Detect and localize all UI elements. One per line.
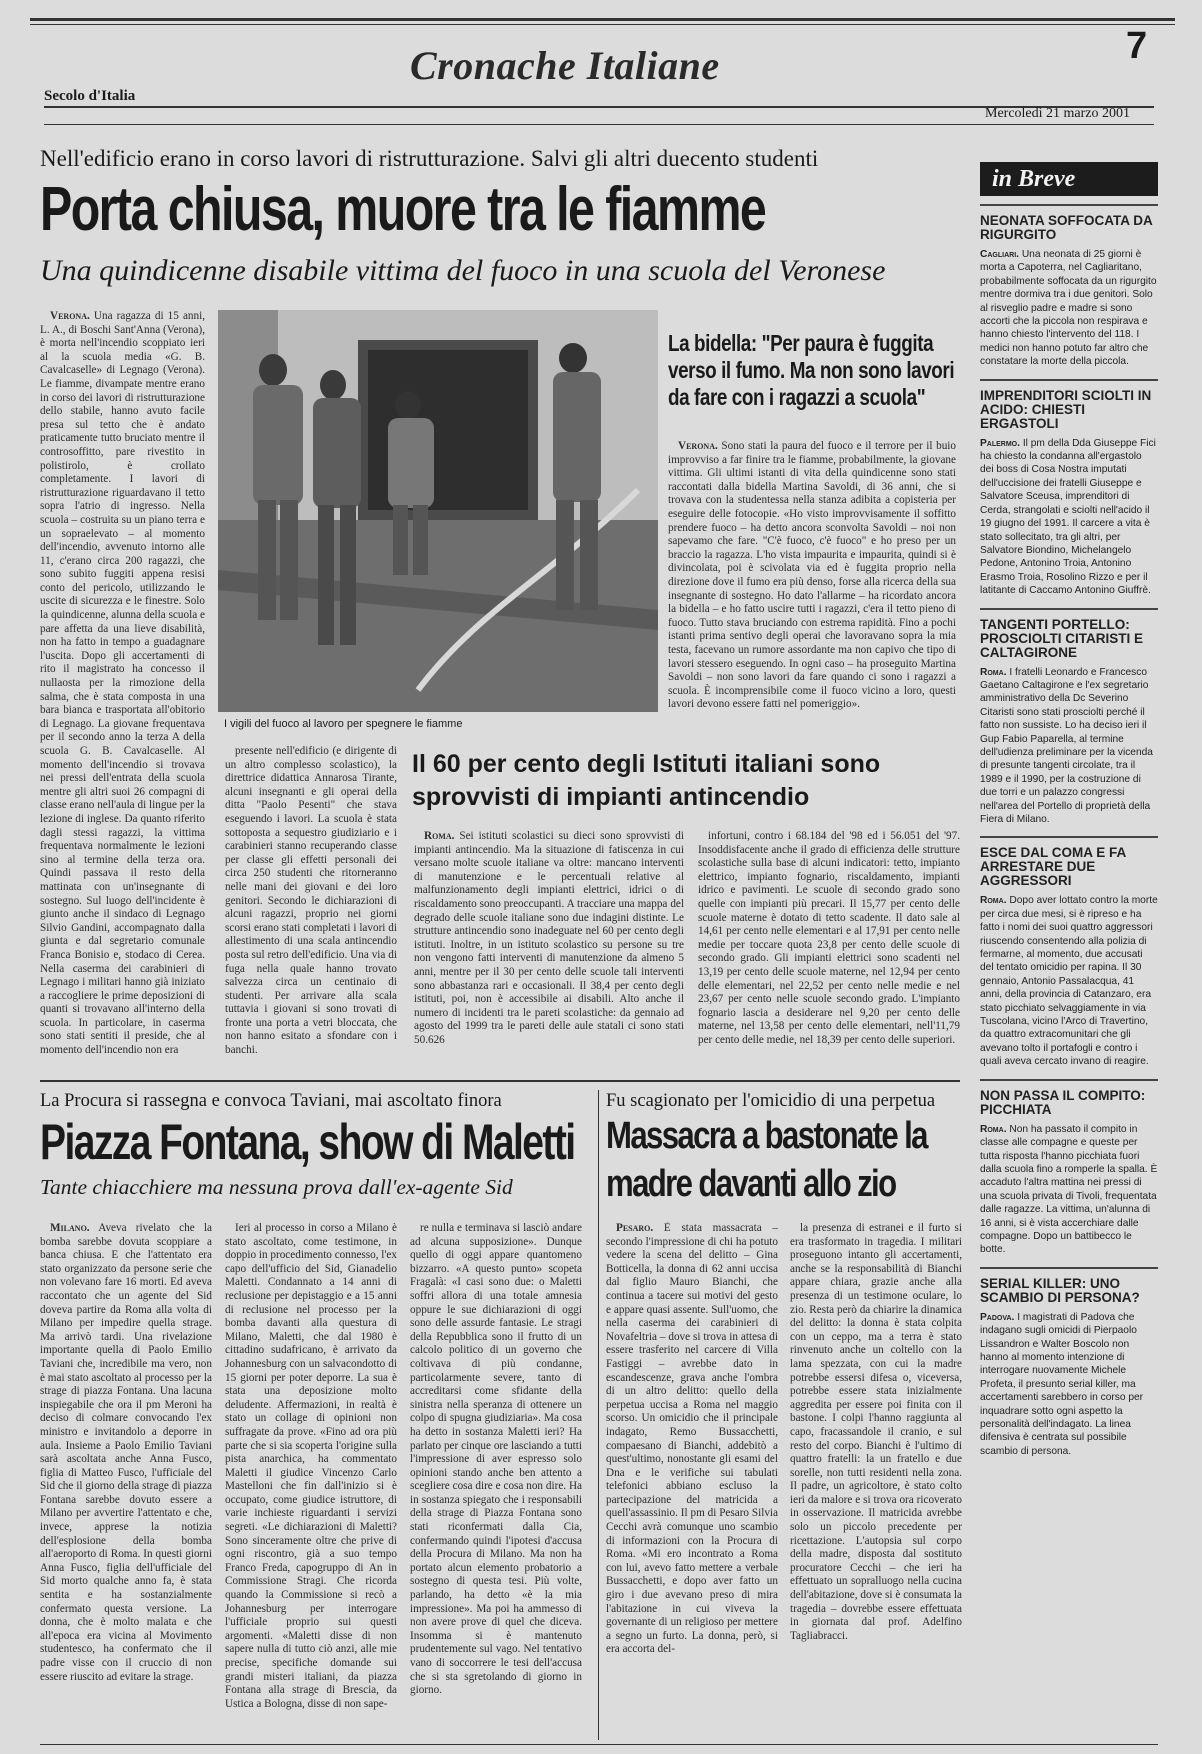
- lead-subhead: Una quindicenne disabile vittima del fuoco in una scuola del Veronese: [40, 254, 886, 287]
- massacre-body-text-1: È stata massacrata – secondo l'impressione di chi ha potuto vedere la scena del delitto – Gina Botticella, la donna di 62 anni uccisa dal figlio Mauro Bianchi, che continua a tacere sui motivi del gesto e appare quasi assente. Sull'uomo, che nella caserma dei carabinieri di Novafeltria – dove si trova in attesa di essere trasferito nel carcere di Villa Fastiggi – avrebbe dato in escandescenze, grava anche l'ombra di un altro delitto: quello della perpetua uccisa a Roma nel maggio scorso. Un omicidio che il principale indagato, Remo Bussacchetti, compaesano di Bianchi, addebitò a quest'ultimo, nonostante gli esami del Dna e le verifiche sui tabulati telefonici abbiano escluso la partecipazione del matricida a quell'assassinio. Il pm di Pesaro Silvia Cecchi avrà comunque uno scambio di informazioni con la Procura di Roma. «Mi ero incontrato a Roma con lui, avevo fatto mettere a verbale Bussacchetti, e dopo aver fatto un giro i due avevano preso di mira l'abitazione in cui viveva la governante di un religioso per mettere a segno un furto. La donna, però, si era accorta del-: [606, 1222, 778, 1656]
- quote-body-text: Sono stati la paura del fuoco e il terrore per il buio improvviso a far finire tra le fiamme, probabilmente, la giovane vittima. Gli ultimi istanti di vita della quindicenne sono stati raccontati dalla bidella Martina Savoldi, di 36 anni, che si trovava con la studentessa nella stanza adibita a copisteria per eseguire delle fotocopie. «Ho visto improvvisamente il soffitto prendere fuoco – ha detto ancora sconvolta Savoldi – noi non sapevamo che fare. "C'è fuoco, c'è fuoco" e ho preso per un braccio la ragazza. L'ho vista impaurita e impaurita, quindi si è divincolata, poi è scivolata via ed è fuggita proprio nella direzione dove il fumo era più denso, forse alla ricerca della sua insegnante di sostegno. Ho dato l'allarme – ha ricordato ancora la bidella – e ho fatto uscire tutti i ragazzi, c'era il tetto pieno di fuoco. Tutto stava bruciando con estrema rapidità. Fino a pochi istanti prima sentivo degli operai che lavoravano sopra la mia testa, facevano un rumore assordante ma non capivo che tipo di lavori stessero eseguendo. In ogni caso – ha proseguito Martina Savoldi – non sono lavori da fare quando ci sono i ragazzi a scuola. È incomprensibile come il fuoco vicino a loro, questi lavori devono essere fatti nel pomeriggio».: [668, 440, 956, 711]
- bottom-rule: [40, 1744, 1158, 1745]
- page-number: 7: [1126, 25, 1148, 67]
- safety-body-text-1: Sei istituti scolastici su dieci sono sprovvisti di impianti antincendio. Ma la situazione di fatiscenza in cui versano molte scuole italiane va oltre: mancano interventi di manutenzione e le percentuali relative al malfunzionamento degli impianti elettrici, idrici o di riscaldamento sono preoccupanti. A tracciare una mappa del degrado delle scuole italiane sono due indagini distinte. Le strutture antincendio sono inadeguate nel 60 per cento degli istituti. Inoltre, in un istituto scolastico su persone su tre non vengono fatti interventi di manutenzione da almeno 5 anni, mentre per il 30 per cento delle scuole tali interventi sono abbastanza rari e occasionali. Il 38,4 per cento degli istituti, poi, non è accessibile ai disabili. Alto anche il numero di incidenti tra le pareti scolastiche: da gennaio ad agosto del 1999 tra le pareti delle aule statali ci sono stati 50.626: [414, 830, 684, 1046]
- section-divider: [40, 1080, 960, 1082]
- massacre-dateline: Pesaro.: [616, 1222, 654, 1234]
- brief-body: Il pm della Dda Giuseppe Fici ha chiesto la condanna all'ergastolo dei boss di Cosa Nostra imputati dell'uccisione dei fratelli Giuseppe e Salvatore Sceusa, imprenditori di Cerda, strangolati e sciolti nell'acido il 19 giugno del 1991. Il carcere a vita è stato sollecitato, tra gli altri, per Salvatore Biondino, Michelangelo Pedone, Antonino Troia, Antonino Erasmo Troia, Rosolino Rizzo e per il latitante di Caccamo Antonino Giuffrè.: [980, 437, 1156, 597]
- quote-dateline: Verona.: [678, 440, 718, 452]
- brief-item: [980, 1089, 1158, 1257]
- fontana-body-text-3: re nulla e terminava si lasciò andare ad alcuna supposizione». Dunque quello di oggi appare quantomeno bizzarro. «A questo punto» scopeta Fragalà: «I casi sono due: o Maletti soffri allora di una totale amnesia oppure le sue dichiarazioni di oggi sono delle assurde fantasie. Le stragi della Repubblica sono il frutto di un calcolo politico di un governo che coltivava di più condanne, particolarmente severe, tanto di accreditarsi come sfidante della sinistra nella speranza di ottenere un colpo di spugna giudiziaria». Ma cosa ha detto in sostanza Maletti ieri? Ha parlato per cinque ore lasciando a tutti l'impressione di aver espresso solo opinioni stando anche ben attento a scegliere cosa dire e cosa non dire. Ha in sostanza spiegato che i responsabili della strage di Piazza Fontana sono stati riconfermati dalla Cia, confermando quindi l'ipotesi d'accusa della Procura di Milano. Ma non ha portato alcun elemento probatorio a sostegno di questa tesi. Più volte, parlando, ha detto «è la mia impressione». Ma poi ha ammesso di non avere prove di quel che diceva. Insomma si è mantenuto prudentemente sul vago. Nel tentativo vano di soccorrere le tesi dell'accusa che si sta sgretolando di giorno in giorno.: [410, 1222, 582, 1697]
- fontana-dateline: Milano.: [50, 1222, 90, 1234]
- safety-body-col2: [698, 830, 960, 1058]
- brief-headline: NON PASSA IL COMPITO: PICCHIATA: [980, 1087, 1146, 1117]
- massacre-body-col1: [606, 1222, 778, 1742]
- top-rule: [30, 18, 1175, 21]
- fontana-body-col2: [225, 1222, 397, 1742]
- brief-headline: IMPRENDITORI SCIOLTI IN ACIDO: CHIESTI ERGASTOLI: [980, 387, 1152, 431]
- in-breve-sep: [980, 1267, 1158, 1269]
- brief-dateline: Roma.: [980, 1123, 1007, 1135]
- in-breve-box: [980, 162, 1158, 1742]
- in-breve-sep: [980, 608, 1158, 610]
- brief-headline: NEONATA SOFFOCATA DA RIGURGITO: [980, 213, 1153, 242]
- fontana-body-text-2: Ieri al processo in corso a Milano è stato ascoltato, come testimone, in doppio in procedimento connesso, l'ex capo dell'ufficio del Sid, Gianadelio Maletti. Condannato a 14 anni di reclusione per depistaggio e a 15 anni di reclusione nel processo per la bomba davanti alla questura di Milano, Maletti, che dal 1980 è cittadino sudafricano, è arrivato da Johannesburg con un salvacondotto di 15 giorni per poter deporre. La sua è stata una deposizione molto deludente. Affermazioni, in realtà è stato un collage di opinioni non suffragate da prove. «Fino ad ora più parte che si sia scoperta l'origine sulla pista anarchica, ha commentato Maletti il giudice Vincenzo Carlo Mastelloni che fin dall'inizio si è occupato, come giudice istruttore, di varie inchieste riguardanti i servizi segreti. «Le dichiarazioni di Maletti? Sono sinceramente oltre che prive di ogni riscontro, già a suo tempo Franco Freda, capogruppo di An in Commissione Stragi. Che ricorda quando la Commissione si recò a Johannesburg per interrogare l'ufficiale proprio sui questi argomenti. «Maletti disse di non sapere nulla di tutto ciò anzi, alle mie precise, specifiche domande sui grandi misteri italiani, da piazza Fontana alla strage di Brescia, da Ustica a Bologna, disse di non sape-: [225, 1222, 397, 1710]
- brief-headline: SERIAL KILLER: UNO SCAMBIO DI PERSONA?: [980, 1275, 1140, 1305]
- massacre-headline: Massacra a bastonate la madre davanti allo zio: [606, 1115, 927, 1205]
- fontana-body-text-1: Aveva rivelato che la bomba sarebbe dovuta scoppiare a banca chiusa. E che l'attentato era stato organizzato da persone serie che non volevano fare 16 morti. Ed aveva raccontato che un agente del Sid doveva partire da Roma alla volta di Milano per impedire quella strage. Ma arrivò tardi. Una rivelazione importante quella di Paolo Emilio Taviani che, incredibile ma vero, non è mai stato ascoltato al processo per la strage di piazza Fontana. Una lacuna inspiegabile che ora il pm Meroni ha deciso di colmare convocando l'ex ministro e invitandolo a deporre in aula. Insieme a Paolo Emilio Taviani sarà ascoltata anche Anna Fusco, figlia di Matteo Fusco, l'ufficiale del Sid che il giorno della strage di piazza Fontana sarebbe dovuto essere a Milano per avvertire l'attentato e che, invece, apprese la notizia dell'esplosione della bomba all'aeroporto di Roma. In questi giorni Anna Fusco, figlia dell'ufficiale del Sid morto qualche anno fa, è stata sentita e ha sostanzialmente confermato questa versione. La donna, che è molto malata e che all'epoca era vicina al Movimento studentesco, ha confermato che il padre visse con il cruccio di non essere riuscito ad evitare la strage.: [40, 1222, 212, 1683]
- brief-body: Dopo aver lottato contro la morte per circa due mesi, si è ripreso e ha fatto i nomi dei suoi quattro aggressori riuscendo consentendo alla polizia di fermarne, al momento, due accusati del tentato omicidio per rapina. Il 30 gennaio, Antonio Passalacqua, 41 anni, della provincia di Catanzaro, era stato picchiato selvaggiamente in via Tuscolana, vicino l'Arco di Travertino, da quattro extracomunitari che gli avevano tolto il portafogli e contro i quali aveva cercato invano di reagire.: [980, 895, 1158, 1068]
- quote-body: [668, 440, 956, 715]
- safety-headline: Il 60 per cento degli Istituti italiani sono sprovvisti di impianti antincendio: [412, 750, 881, 811]
- brief-dateline: Padova.: [980, 1311, 1015, 1323]
- lead-body-text-2: presente nell'edificio (e dirigente di un altro complesso scolastico), la direttrice didattica Annarosa Tirante, alcuni insegnanti e gli operai della ditta "Paolo Pesenti" che stava eseguendo i lavori. La scuola è stata sottoposta a sequestro giudiziario e i carabinieri stanno recuperando classe per classe gli effetti personali dei circa 250 studenti che ritorneranno nelle mani dei giovani e dei loro genitori. Secondo le dichiarazioni di alcuni ragazzi, proprio nei giorni scorsi erano stati completati i lavori di allestimento di una scala antincendio posta sul retro dell'edificio. Una via di fuga nella quale hanno trovato salvezza circa un centinaio di studenti. Per arrivare alla scala tuttavia i giovani si sono trovati di fronte una porta a vetri bloccata, che non hanno esitato a sfondare con i banchi.: [225, 745, 397, 1057]
- massacre-kicker: Fu scagionato per l'omicidio di una perpetua: [606, 1091, 936, 1111]
- fontana-body-col1: [40, 1222, 212, 1742]
- quote-headline: La bidella: "Per paura è fuggita verso il fumo. Ma non sono lavori da fare con i ragazzi a scuola": [668, 330, 955, 410]
- in-breve-sep: [980, 379, 1158, 381]
- brief-headline: ESCE DAL COMA E FA ARRESTARE DUE AGGRESSORI: [980, 845, 1126, 889]
- brief-body: I magistrati di Padova che indagano sugli omicidi di Pierpaolo Lissandron e Walter Boscolo non hanno al momento intenzione di interrogare nuovamente Michele Profeta, il presunto serial killer, ma accertamenti sarebbero in corso per inquadrare sotto ogni aspetto la personalità dell'indagato. La linea difensiva è centrata sul possibile scambio di persona.: [980, 1311, 1144, 1457]
- brief-dateline: Roma.: [980, 895, 1007, 907]
- lead-body-col2: [225, 745, 397, 1057]
- paper-name: Secolo d'Italia: [44, 88, 136, 104]
- fontana-body-col3: [410, 1222, 582, 1742]
- in-breve-sep: [980, 836, 1158, 838]
- massacre-body-text-2: la presenza di estranei e il furto si era trasformato in tragedia. I militari proseguono intanto gli accertamenti, anche se la responsabilità di Bianchi appare chiara, grazie anche alla presenza di un testimone oculare, lo zio. Resta però da chiarire la dinamica del delitto: la donna è stata colpita con un ceppo, ma a terra è stato rinvenuto anche un coltello con la lama spezzata, con cui la madre potrebbe essersi difesa o, viceversa, potrebbe essere stata inizialmente aggredita per essere poi finita con il bastone. I colpi l'hanno raggiunta al capo, fracassandole il cranio, e sul resto del corpo. Bianchi è l'ultimo di quattro fratelli: la un fratello e due sorelle, non tutti residenti nella zona. Il padre, un agricoltore, è stato colto ieri da malore e si trova ora ricoverato in osservazione. Il matricida avrebbe solo un piccolo precedente per ricettazione. L'autopsia sul corpo della madre, disposta dal sostituto procuratore Cecchi – che ieri ha effettuato un sopralluogo nella cucina dell'abitazione, dove si è consumata la tragedia – dovrebbe essere effettuata in giornata dal prof. Adelfino Tagliabracci.: [790, 1222, 962, 1642]
- column-divider: [598, 1090, 599, 1740]
- brief-item: [980, 1277, 1158, 1458]
- brief-item: [980, 389, 1158, 598]
- brief-body: Una neonata di 25 giorni è morta a Capoterra, nel Cagliaritano, probabilmente soffocata da un rigurgito mentre dormiva tra i due genitori. Solo al risveglio padre e madre si sono accorti che la piccola non respirava e hanno chiesto l'intervento del 118. I medici non hanno potuto far altro che constatare la morte della piccola.: [980, 249, 1157, 368]
- brief-item: [980, 846, 1158, 1068]
- safety-dateline: Roma.: [424, 830, 455, 842]
- issue-date: Mercoledì 21 marzo 2001: [985, 106, 1131, 121]
- masthead-rule-2: [44, 124, 1154, 125]
- brief-dateline: Palermo.: [980, 437, 1020, 449]
- fontana-subhead: Tante chiacchiere ma nessuna prova dall'ex-agente Sid: [40, 1175, 513, 1199]
- brief-body: I fratelli Leonardo e Francesco Gaetano Caltagirone e l'ex segretario amministrativo della Dc Severino Citaristi sono stati prosciolti perché il fatto non sussiste. Lo ha deciso ieri il Gup Fabio Paparella, al termine dell'udienza preliminare per la vicenda di presunte tangenti circolate, tra il 1989 e il 1990, per la costruzione di due torri e un palazzo congressi nell'area del Portello di proprietà della Fiera di Milano.: [980, 666, 1153, 825]
- lead-dateline: Verona.: [50, 310, 90, 322]
- lead-kicker: Nell'edificio erano in corso lavori di ristrutturazione. Salvi gli altri duecento studenti: [40, 146, 819, 171]
- fontana-kicker: La Procura si rassegna e convoca Taviani, mai ascoltato finora: [40, 1091, 502, 1111]
- safety-body-text-2: infortuni, contro i 68.184 del '98 ed i 56.051 del '97. Insoddisfacente anche il grado di efficienza delle strutture scolastiche sulla base di alcuni indicatori: tetto, impianto elettrico, impianto fognario, riscaldamento, impianti idrico e pavimenti. Le scuole di secondo grado sono quelle con impianti più precari. Il 15,77 per cento delle scuole materne è dotato di tetto scadente. Il dato sale al 14,61 per cento nelle elementari e al 17,91 per cento nelle medie per toccare quota 23,8 per cento delle scuole di secondo grado. Gli impianti elettrici sono scadenti nel 13,19 per cento delle scuole materne, nel 12,94 per cento delle elementari, nel 22,52 per cento nelle medie e nel 23,67 per cento nelle scuole secondo grado. L'impianto fognario lascia a desiderare nel 9,20 per cento delle materne, nel 13,58 per cento delle elementari, nell'11,79 per cento delle medie, nel 18,39 per cento delle superiori.: [698, 830, 960, 1046]
- in-breve-sep: [980, 1079, 1158, 1081]
- brief-dateline: Cagliari.: [980, 249, 1019, 260]
- in-breve-header: in Breve: [980, 162, 1158, 196]
- brief-dateline: Roma.: [980, 666, 1007, 678]
- fontana-headline: Piazza Fontana, show di Maletti: [40, 1114, 575, 1170]
- brief-item: [980, 214, 1158, 369]
- lead-headline: Porta chiusa, muore tra le fiamme: [40, 175, 766, 244]
- brief-headline: TANGENTI PORTELLO: PROSCIOLTI CITARISTI E CALTAGIRONE: [980, 616, 1144, 660]
- firefighters-image: [218, 310, 658, 712]
- photo-caption: I vigili del fuoco al lavoro per spegnere le fiamme: [224, 718, 463, 730]
- safety-body-col1: [414, 830, 684, 1058]
- top-rule-thin: [30, 24, 1175, 25]
- fire-photo: [218, 310, 658, 712]
- brief-item: [980, 618, 1158, 827]
- brief-body: Non ha passato il compito in classe alle compagne e queste per tutta risposta l'hanno picchiata fuori dalla scuola fino a romperle la spalla. È accaduto l'altra mattina nei pressi di una scuola privata di Tivoli, frequentata dalle ragazze. La vittima, un'alunna di 16 anni, si è vista accerchiare dalle compagne. Dopo un battibecco le botte.: [980, 1123, 1158, 1256]
- in-breve-sep: [980, 204, 1158, 206]
- section-title: Cronache Italiane: [410, 43, 720, 88]
- massacre-body-col2: [790, 1222, 962, 1742]
- lead-body-text-1: Una ragazza di 15 anni, L. A., di Boschi Sant'Anna (Verona), è morta nell'incendio scoppiato ieri al la scuola media «G. B. Cavalcaselle» di Legnago (Verona). Le fiamme, divampate mentre erano in corso dei lavori di ristrutturazione dello stabile, hanno avuto facile presa sul tetto che è andato praticamente tutto bruciato mentre il controsoffitto, pare rivestito in polistirolo, è crollato completamente. I lavori di ristrutturazione riguardavano il tetto sopra l'atrio di ingresso. Nella scuola – costruita su un piano terra e un sopraelevato – al momento dell'incendio, avvenuto intorno alle 11, c'erano circa 200 ragazzi, che sono subito fuggiti appena resisi conto del pericolo, utilizzando le uscite di sicurezza e le finestre. Solo la quindicenne, alunna della scuola e pare affetta da una lieve disabilità, non ha fatto in tempo a guadagnare l'uscita. Dopo gli accertamenti di rito il magistrato ha concesso il nullaosta per la rimozione della salma, che è stata composta in una bara bianca e trasportata all'obitorio di Legnago. La giovane frequentava per il secondo anno la terza A della scuola G. B. Cavalcaselle. Al momento dell'incendio si trovava nei pressi dell'entrata della scuola mentre gli altri suoi 26 compagni di classe erano nell'aula di lingue per la lezione di inglese. Da quanto riferito dagli stessi ragazzi, la vittima frequentava normalmente le lezioni sino al termine della terza ora. Quindi passava il resto della mattinata con un'insegnante di sostegno. Sul luogo dell'incidente è giunto anche il sindaco di Legnago Silvio Gandini, accompagnato dalla giunta e dal segretario comunale Franca Bonisio e, stodaco di Cerea. Nella caserma dei carabinieri di Legnago i militari hanno già iniziato a raccogliere le prime deposizioni di quanti si trovavano all'interno della scuola. In particolare, in caserma sono stati sentiti il preside, che al momento dell'incendio non era: [40, 310, 205, 1057]
